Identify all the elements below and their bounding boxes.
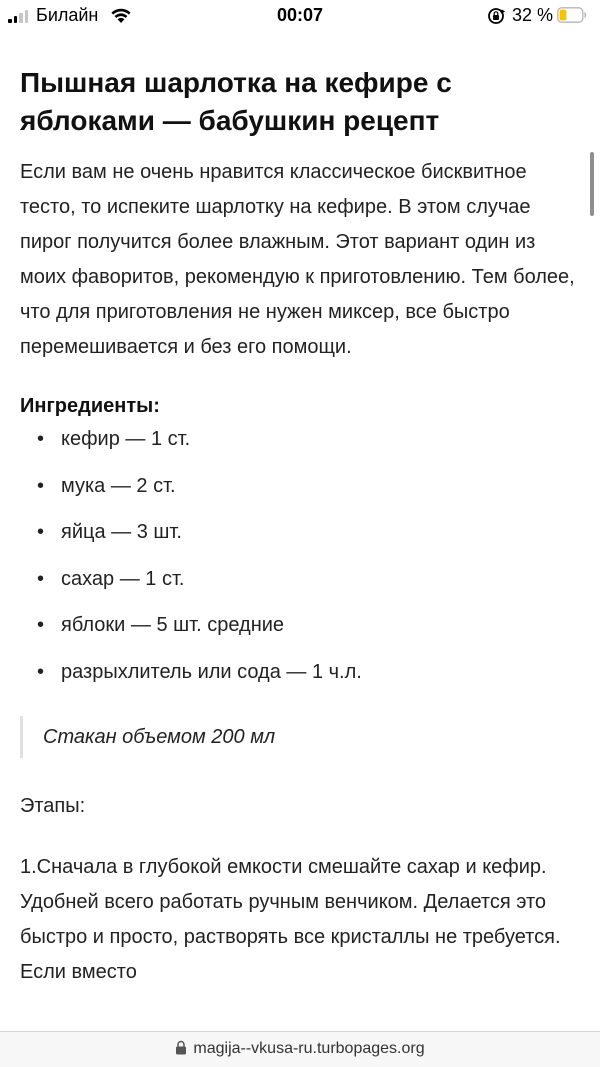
list-item: • разрыхлитель или сода — 1 ч.л. — [20, 658, 575, 705]
url-domain[interactable]: magija--vkusa-ru.turbopages.org — [193, 1040, 425, 1057]
url-wrap[interactable] — [0, 1040, 600, 1058]
article — [20, 64, 575, 990]
bullet: • — [37, 474, 45, 497]
bullet: • — [37, 567, 45, 590]
status-bar — [0, 0, 600, 34]
clock: 00:07 — [276, 5, 324, 25]
bullet: • — [37, 660, 45, 683]
list-item: • мука — 2 ст. — [20, 472, 575, 519]
carrier-name: Билайн — [36, 5, 99, 25]
list-item: • яблоки — 5 шт. средние — [20, 611, 575, 658]
battery-icon — [557, 7, 587, 23]
blockquote-note: Стакан объемом 200 мл — [20, 716, 575, 758]
step-1-text: 1.Сначала в глубокой емкости смешайте сахар и кефир. Удобней всего работать ручным венчиком. Делается это быстро и просто, растворять все кристаллы не требуется. Если вместо — [20, 856, 561, 983]
steps-label: Этапы: — [20, 795, 86, 817]
rotation-lock-icon — [487, 7, 505, 25]
battery-percent: 32 % — [512, 5, 554, 25]
list-item: • яйца — 3 шт. — [20, 518, 575, 565]
bullet: • — [37, 614, 45, 636]
bullet: • — [37, 428, 45, 450]
scrollbar-thumb[interactable] — [590, 152, 594, 216]
list-item: • сахар — 1 ст. — [20, 565, 575, 612]
article-title: Пышная шарлотка на кефире с яблоками — бабушкин рецепт — [20, 67, 452, 136]
bullet: • — [37, 521, 45, 543]
ingredients-heading: Ингредиенты: — [20, 395, 160, 417]
article-intro: Если вам не очень нравится классическое бисквитное тесто, то испеките шарлотку на кефире. В этом случае пирог получится более влажным. Этот вариант один из моих фаворитов, рекомендую к приготовлению. Тем более, что для приготовления не нужен миксер, все быстро перемешивается и без его помощи. — [20, 161, 575, 358]
ingredients-list — [20, 425, 575, 704]
lock-icon — [175, 1040, 187, 1055]
list-item: • кефир — 1 ст. — [20, 425, 575, 472]
url-bar[interactable] — [0, 1031, 600, 1067]
